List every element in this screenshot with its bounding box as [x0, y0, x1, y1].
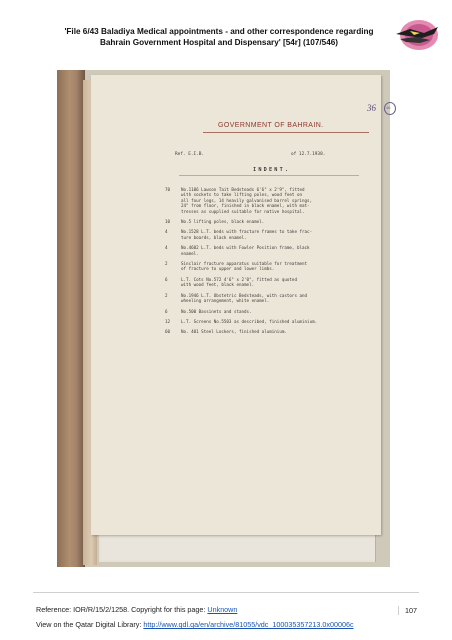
item-text: No.4602 L.T. beds with Fowler Position frame, black enamel. — [181, 245, 310, 256]
copyright-link[interactable]: Unknown — [207, 605, 238, 614]
header-title-line-1: 'File 6/43 Baladiya Medical appointments - and other correspondence regarding — [64, 27, 374, 36]
indent-item — [165, 219, 375, 224]
header-title-line-2: Bahrain Government Hospital and Dispensary' [54r] (107/546) — [99, 38, 339, 47]
view-prefix-text: View on the Qatar Digital Library: — [36, 620, 144, 629]
government-heading: GOVERNMENT OF BAHRAIN. — [218, 122, 324, 129]
item-quantity: 2 — [165, 261, 168, 267]
date-line: of 12.7.1938. — [291, 152, 326, 157]
item-quantity: 2 — [165, 292, 168, 298]
indent-item — [165, 261, 375, 272]
item-text: No. 401 Steel Lockers, finished aluminium. — [181, 329, 287, 335]
item-quantity: 12 — [165, 318, 171, 324]
item-text: L.T. Cots No.572 4'6" x 2'0", fitted as quoted with wood feet, black enamel. — [181, 276, 297, 288]
item-text: No.500 Bassinets and stands. — [181, 308, 252, 314]
item-quantity: 60 — [165, 329, 171, 335]
indent-item — [165, 277, 375, 288]
item-quantity: 6 — [165, 308, 168, 314]
indent-item — [165, 293, 375, 304]
footer-reference — [36, 605, 237, 614]
indent-item — [165, 309, 375, 314]
folio-number: 36 — [367, 103, 376, 113]
title-rule — [179, 175, 359, 176]
footer-view-link — [36, 620, 354, 629]
item-quantity: 6 — [165, 276, 168, 282]
scanned-page — [57, 70, 390, 567]
page-number: 107 — [398, 606, 417, 615]
item-text: No.1528 L.T. beds with fracture frames to take frac- ture boards, black enamel. — [181, 229, 313, 240]
indent-items — [165, 187, 375, 340]
footer-divider — [33, 592, 419, 593]
heading-underline — [203, 132, 369, 133]
item-quantity: 4 — [165, 245, 168, 251]
item-quantity: 70 — [165, 187, 171, 192]
item-quantity: 4 — [165, 229, 168, 235]
page-header — [50, 26, 388, 48]
indent-item — [165, 245, 375, 256]
qdl-archive-link[interactable]: http://www.qdl.qa/en/archive/81055/vdc_100035357213.0x00006c — [143, 620, 354, 629]
reference-text: Reference: IOR/R/15/2/1258. Copyright for this page: — [36, 605, 208, 614]
indent-item — [165, 319, 375, 324]
item-text: No.5 lifting poles, black enamel. — [181, 219, 265, 225]
indent-item — [165, 187, 375, 214]
item-text: L.T. Screens No.5503 as described, finished aluminium. — [181, 318, 318, 324]
indent-item — [165, 229, 375, 240]
item-text: No.1106 Lawson Tait Bedsteads 6'6" x 2'9", fitted with sockets to take lifting poles, wood feet on all four legs, 14 heavily galvanised barrel springs, 24" from floor, finished in black enamel, with mat- tresses as supplied suitable for native hospital. — [181, 187, 313, 214]
qdl-logo-icon — [394, 18, 440, 52]
binder-edge — [57, 70, 85, 567]
item-text: No.1946 L.T. Obstetric Bedsteads, with castors and wheeling arrangement, white enamel. — [181, 292, 308, 304]
reference-line: Ref. E.I.B. — [175, 152, 205, 157]
item-text: Sinclair fracture apparatus suitable for treatment of fracture to upper and lower limbs. — [181, 261, 308, 272]
item-quantity: 10 — [165, 219, 171, 225]
lower-sheet-edge — [101, 538, 375, 560]
indent-item — [165, 329, 375, 334]
indent-sheet — [91, 75, 391, 535]
folio-stamp — [384, 102, 396, 115]
stamp-number: 46 — [386, 105, 391, 110]
indent-title: INDENT. — [253, 167, 291, 173]
